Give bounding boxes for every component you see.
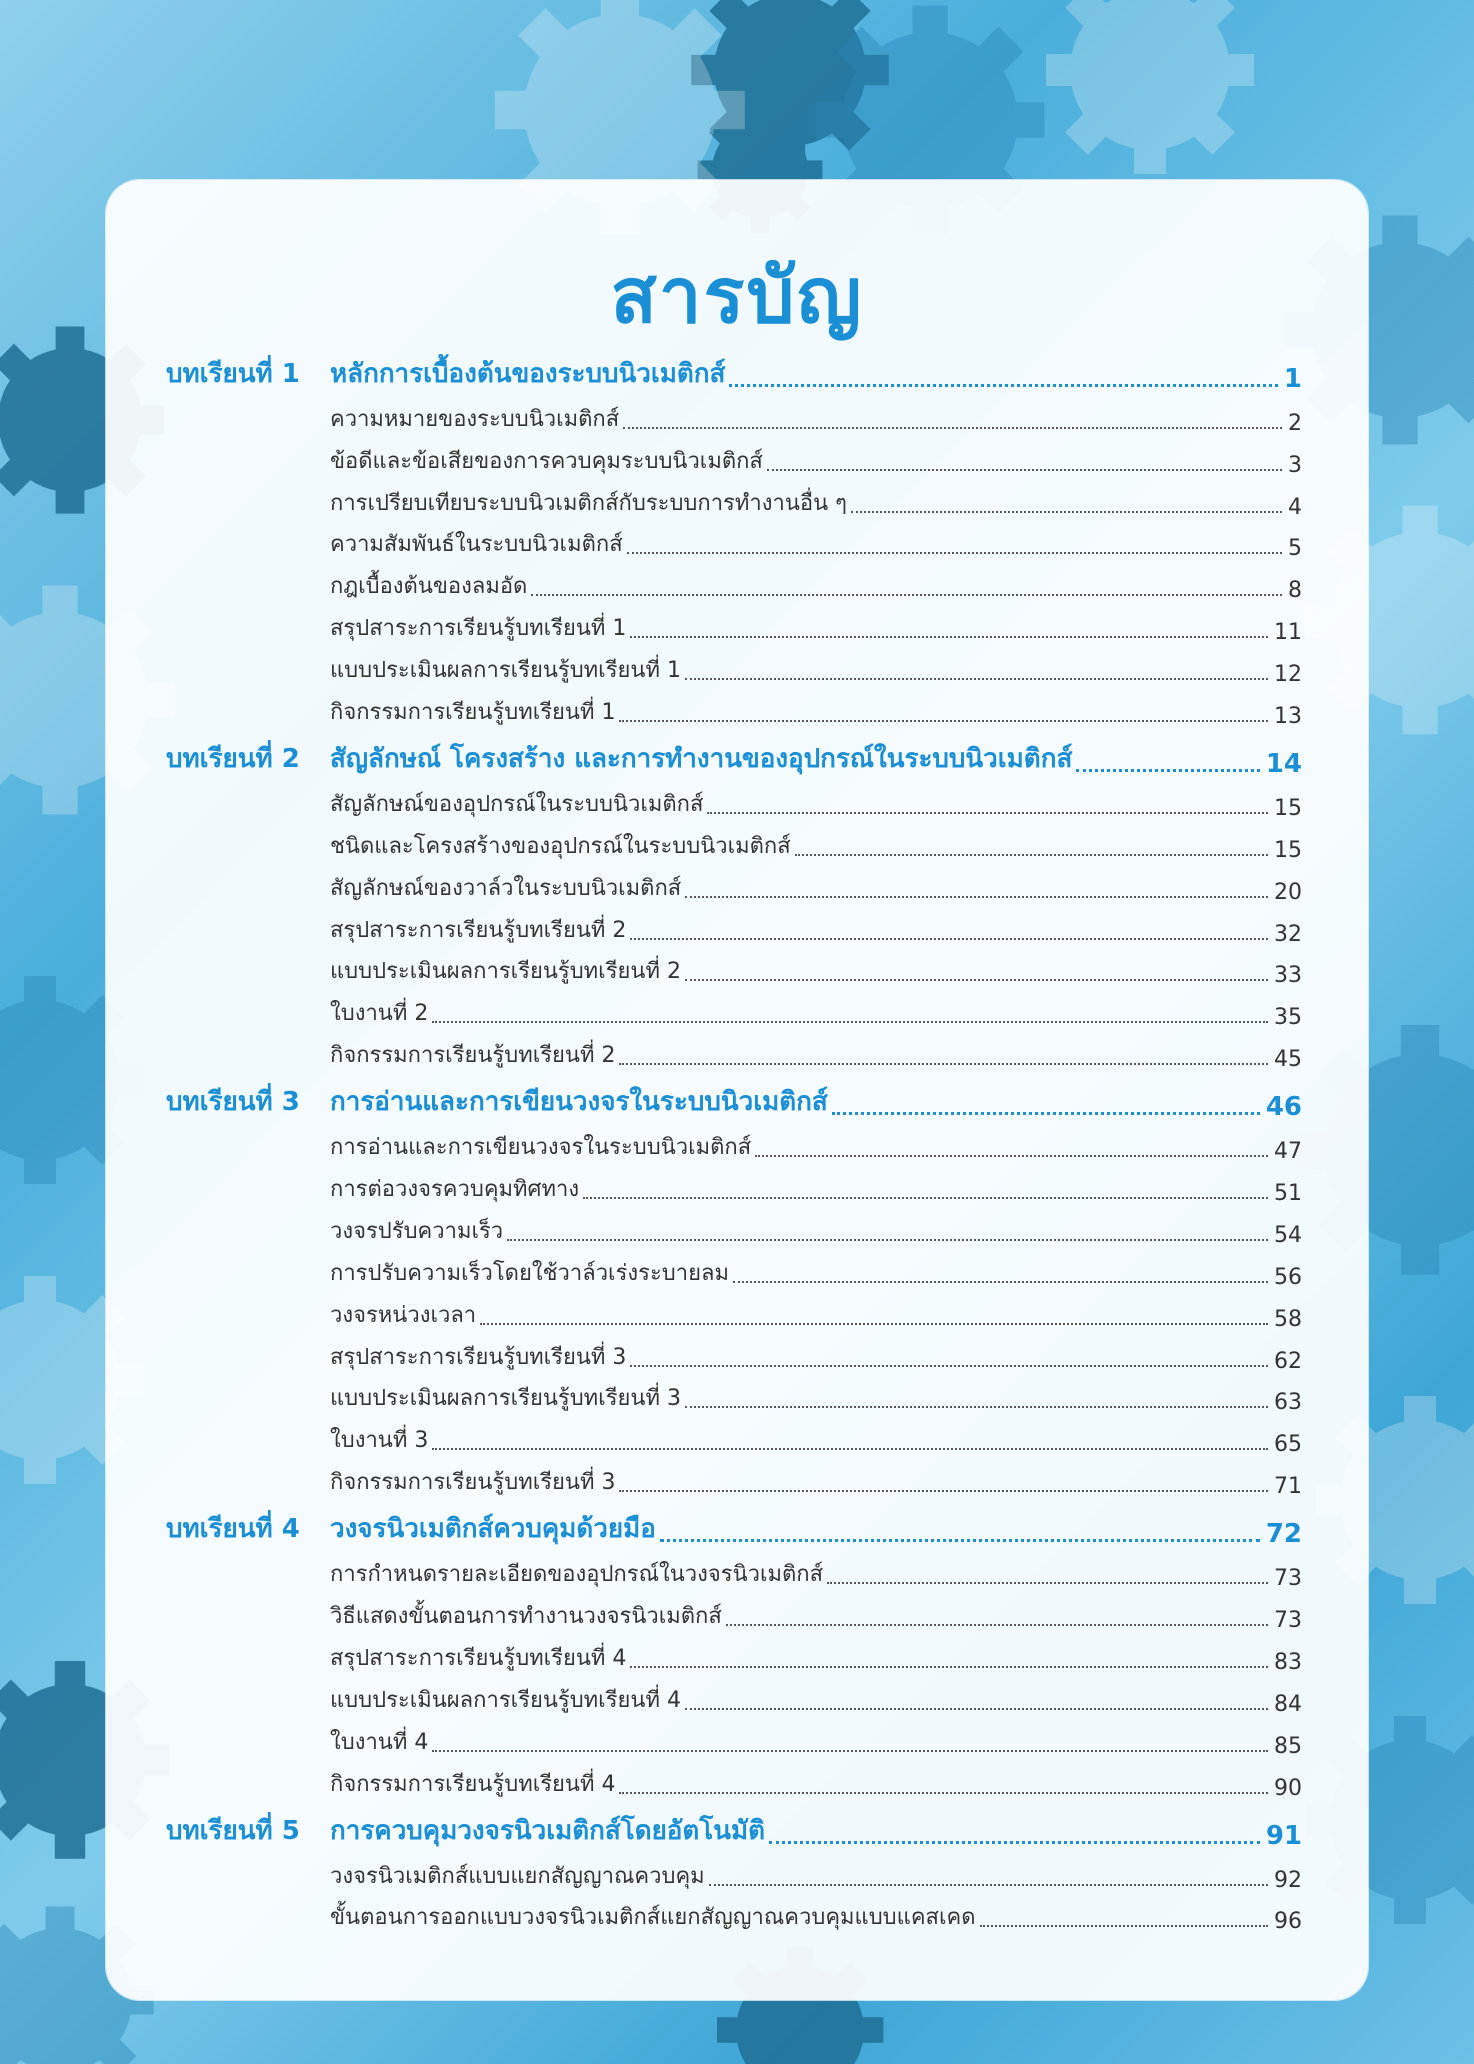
dot-leader — [623, 427, 1282, 429]
toc-item-row[interactable] — [166, 1332, 1302, 1374]
item-title: การเปรียบเทียบระบบนิวเมติกส์กับระบบการทำงานอื่น ๆ — [330, 490, 847, 516]
dot-leader — [827, 1582, 1268, 1584]
toc-item-row[interactable] — [166, 947, 1302, 989]
toc-item-row[interactable] — [166, 1633, 1302, 1675]
item-title: กิจกรรมการเรียนรู้บทเรียนที่ 1 — [330, 700, 616, 726]
item-page-number: 71 — [1274, 1474, 1302, 1500]
dot-leader — [729, 384, 1278, 387]
item-page-number: 20 — [1274, 879, 1302, 905]
dot-leader — [832, 1112, 1260, 1115]
dot-leader — [660, 1539, 1260, 1542]
toc-item-row[interactable] — [166, 1591, 1302, 1633]
item-title: แบบประเมินผลการเรียนรู้บทเรียนที่ 4 — [330, 1687, 681, 1713]
item-title: วงจรปรับความเร็ว — [330, 1218, 504, 1244]
item-page-number: 47 — [1274, 1139, 1302, 1165]
item-page-number: 84 — [1274, 1691, 1302, 1717]
item-title: การอ่านและการเขียนวงจรในระบบนิวเมติกส์ — [330, 1135, 752, 1161]
dot-leader — [709, 1884, 1268, 1886]
chapter-page-number: 91 — [1265, 1820, 1302, 1851]
toc-item-row[interactable] — [166, 603, 1302, 645]
item-page-number: 85 — [1274, 1733, 1302, 1759]
toc-item-row[interactable] — [166, 394, 1302, 436]
item-page-number: 2 — [1288, 410, 1302, 436]
chapter-label: บทเรียนที่ 2 — [166, 744, 300, 775]
item-title: แบบประเมินผลการเรียนรู้บทเรียนที่ 1 — [330, 658, 681, 684]
item-page-number: 32 — [1274, 921, 1302, 947]
item-title: ขั้นตอนการออกแบบวงจรนิวเมติกส์แยกสัญญาณควบคุมแบบแคสเคด — [330, 1905, 976, 1931]
item-page-number: 11 — [1274, 620, 1302, 646]
item-title: แบบประเมินผลการเรียนรู้บทเรียนที่ 2 — [330, 959, 681, 985]
item-title: สรุปสาระการเรียนรู้บทเรียนที่ 2 — [330, 917, 627, 943]
gear-icon — [1046, 0, 1254, 174]
item-page-number: 13 — [1274, 704, 1302, 730]
dot-leader — [432, 1448, 1268, 1450]
chapter-title: วงจรนิวเมติกส์ควบคุมด้วยมือ — [330, 1514, 656, 1545]
toc-chapter-row[interactable] — [166, 1801, 1302, 1851]
toc-item-row[interactable] — [166, 905, 1302, 947]
item-page-number: 51 — [1274, 1181, 1302, 1207]
chapter-page-number: 46 — [1265, 1092, 1302, 1123]
item-page-number: 83 — [1274, 1649, 1302, 1675]
dot-leader — [619, 1490, 1268, 1492]
chapter-page-number: 1 — [1283, 363, 1302, 394]
item-title: วิธีแสดงขั้นตอนการทำงานวงจรนิวเมติกส์ — [330, 1604, 722, 1630]
item-title: สัญลักษณ์ของวาล์วในระบบนิวเมติกส์ — [330, 875, 682, 901]
chapter-label: บทเรียนที่ 4 — [166, 1514, 300, 1545]
item-page-number: 96 — [1274, 1909, 1302, 1935]
dot-leader — [480, 1323, 1268, 1325]
toc-chapter-row[interactable] — [166, 729, 1302, 779]
chapter-title: การอ่านและการเขียนวงจรในระบบนิวเมติกส์ — [330, 1087, 828, 1118]
item-title: สรุปสาระการเรียนรู้บทเรียนที่ 4 — [330, 1645, 627, 1671]
item-page-number: 56 — [1274, 1264, 1302, 1290]
toc-item-row[interactable] — [166, 645, 1302, 687]
dot-leader — [432, 1750, 1268, 1752]
item-page-number: 92 — [1274, 1867, 1302, 1893]
chapter-title: การควบคุมวงจรนิวเมติกส์โดยอัตโนมัติ — [330, 1815, 766, 1846]
toc-item-row[interactable] — [166, 1374, 1302, 1416]
toc-item-row[interactable] — [166, 1549, 1302, 1591]
item-page-number: 33 — [1274, 963, 1302, 989]
dot-leader — [685, 1406, 1268, 1408]
toc-chapter-row[interactable] — [166, 1072, 1302, 1122]
toc-item-row[interactable] — [166, 1759, 1302, 1801]
dot-leader — [432, 1021, 1268, 1023]
toc-chapter-row[interactable] — [166, 1499, 1302, 1549]
item-title: ข้อดีและข้อเสียของการควบคุมระบบนิวเมติกส์ — [330, 448, 763, 474]
chapter-label: บทเรียนที่ 3 — [166, 1087, 300, 1118]
item-title: ใบงานที่ 2 — [330, 1001, 429, 1027]
item-page-number: 73 — [1274, 1608, 1302, 1634]
dot-leader — [685, 678, 1268, 680]
chapter-title: หลักการเบื้องต้นของระบบนิวเมติกส์ — [330, 358, 726, 389]
toc-chapter-row[interactable] — [166, 352, 1302, 394]
item-title: กิจกรรมการเรียนรู้บทเรียนที่ 4 — [330, 1771, 616, 1797]
toc-item-row[interactable] — [166, 1893, 1302, 1935]
dot-leader — [531, 594, 1282, 596]
toc-item-row[interactable] — [166, 1030, 1302, 1072]
dot-leader — [630, 636, 1268, 638]
toc-item-row[interactable] — [166, 1290, 1302, 1332]
item-title: ใบงานที่ 4 — [330, 1729, 429, 1755]
dot-leader — [619, 720, 1268, 722]
chapter-label: บทเรียนที่ 1 — [166, 358, 300, 389]
chapter-page-number: 72 — [1265, 1519, 1302, 1550]
dot-leader — [767, 469, 1282, 471]
toc-item-row[interactable] — [166, 1851, 1302, 1893]
toc-item-row[interactable] — [166, 1415, 1302, 1457]
dot-leader — [795, 854, 1268, 856]
dot-leader — [685, 1708, 1268, 1710]
dot-leader — [769, 1841, 1260, 1844]
chapter-title: สัญลักษณ์ โครงสร้าง และการทำงานของอุปกรณ์ในระบบนิวเมติกส์ — [330, 744, 1073, 775]
item-title: แบบประเมินผลการเรียนรู้บทเรียนที่ 3 — [330, 1386, 681, 1412]
toc-item-row[interactable] — [166, 478, 1302, 520]
item-page-number: 15 — [1274, 837, 1302, 863]
toc-item-row[interactable] — [166, 1164, 1302, 1206]
chapter-label: บทเรียนที่ 5 — [166, 1815, 300, 1846]
dot-leader — [733, 1281, 1268, 1283]
toc-item-row[interactable] — [166, 1122, 1302, 1164]
item-title: กิจกรรมการเรียนรู้บทเรียนที่ 2 — [330, 1043, 616, 1069]
toc-item-row[interactable] — [166, 1717, 1302, 1759]
item-page-number: 63 — [1274, 1390, 1302, 1416]
item-title: ใบงานที่ 3 — [330, 1428, 429, 1454]
dot-leader — [627, 552, 1282, 554]
item-title: ความสัมพันธ์ในระบบนิวเมติกส์ — [330, 532, 623, 558]
dot-leader — [630, 938, 1268, 940]
toc-item-row[interactable] — [166, 1206, 1302, 1248]
toc-item-row[interactable] — [166, 863, 1302, 905]
dot-leader — [619, 1063, 1268, 1065]
item-page-number: 15 — [1274, 795, 1302, 821]
toc-item-row[interactable] — [166, 1248, 1302, 1290]
toc-item-row[interactable] — [166, 520, 1302, 562]
toc-item-row[interactable] — [166, 561, 1302, 603]
item-title: สรุปสาระการเรียนรู้บทเรียนที่ 1 — [330, 616, 627, 642]
item-title: กฎเบื้องต้นของลมอัด — [330, 574, 528, 600]
chapter-page-number: 14 — [1265, 749, 1302, 780]
toc-item-row[interactable] — [166, 1457, 1302, 1499]
item-title: สรุปสาระการเรียนรู้บทเรียนที่ 3 — [330, 1344, 627, 1370]
dot-leader — [755, 1155, 1268, 1157]
dot-leader — [707, 812, 1268, 814]
item-page-number: 5 — [1288, 536, 1302, 562]
item-title: วงจรนิวเมติกส์แบบแยกสัญญาณควบคุม — [330, 1863, 705, 1889]
page-title: สารบัญ — [610, 251, 864, 340]
dot-leader — [630, 1666, 1268, 1668]
dot-leader — [619, 1792, 1268, 1794]
item-page-number: 54 — [1274, 1222, 1302, 1248]
toc-item-row[interactable] — [166, 436, 1302, 478]
item-page-number: 62 — [1274, 1348, 1302, 1374]
item-page-number: 90 — [1274, 1775, 1302, 1801]
toc-item-row[interactable] — [166, 687, 1302, 729]
toc-item-row[interactable] — [166, 821, 1302, 863]
item-page-number: 3 — [1288, 452, 1302, 478]
dot-leader — [685, 979, 1268, 981]
dot-leader — [980, 1925, 1269, 1927]
item-page-number: 65 — [1274, 1432, 1302, 1458]
item-title: ชนิดและโครงสร้างของอุปกรณ์ในระบบนิวเมติกส์ — [330, 833, 791, 859]
item-title: กิจกรรมการเรียนรู้บทเรียนที่ 3 — [330, 1470, 616, 1496]
dot-leader — [507, 1239, 1268, 1241]
toc-item-row[interactable] — [166, 779, 1302, 821]
item-page-number: 58 — [1274, 1306, 1302, 1332]
item-title: การต่อวงจรควบคุมทิศทาง — [330, 1177, 580, 1203]
item-page-number: 45 — [1274, 1047, 1302, 1073]
item-page-number: 73 — [1274, 1566, 1302, 1592]
dot-leader — [1076, 769, 1260, 772]
toc-item-row[interactable] — [166, 1675, 1302, 1717]
item-title: ความหมายของระบบนิวเมติกส์ — [330, 406, 620, 432]
dot-leader — [726, 1624, 1268, 1626]
dot-leader — [685, 896, 1268, 898]
item-title: การกำหนดรายละเอียดของอุปกรณ์ในวงจรนิวเมติกส์ — [330, 1562, 824, 1588]
dot-leader — [851, 511, 1282, 513]
item-title: การปรับความเร็วโดยใช้วาล์วเร่งระบายลม — [330, 1260, 729, 1286]
item-page-number: 35 — [1274, 1005, 1302, 1031]
dot-leader — [630, 1365, 1268, 1367]
table-of-contents — [166, 352, 1302, 1934]
toc-item-row[interactable] — [166, 988, 1302, 1030]
item-page-number: 12 — [1274, 662, 1302, 688]
dot-leader — [583, 1197, 1268, 1199]
item-title: วงจรหน่วงเวลา — [330, 1302, 477, 1328]
item-title: สัญลักษณ์ของอุปกรณ์ในระบบนิวเมติกส์ — [330, 791, 704, 817]
item-page-number: 4 — [1288, 494, 1302, 520]
item-page-number: 8 — [1288, 578, 1302, 604]
